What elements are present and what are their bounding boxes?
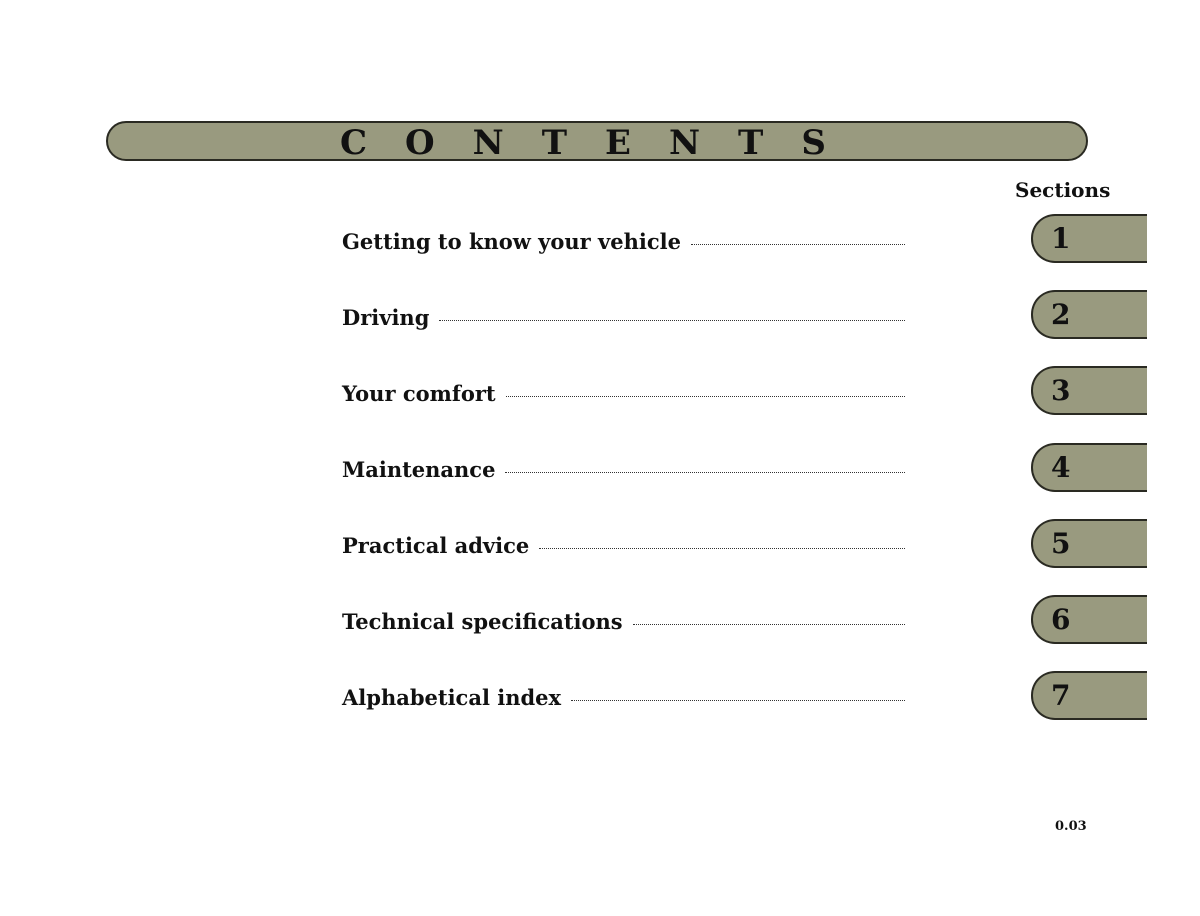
toc-entry-driving[interactable] bbox=[342, 303, 905, 333]
toc-entry-maintenance[interactable] bbox=[342, 455, 905, 485]
toc-entry-label: Alphabetical index bbox=[342, 685, 562, 710]
section-tab-5[interactable] bbox=[1031, 519, 1147, 568]
section-tab-6[interactable] bbox=[1031, 595, 1147, 644]
page-title: CONTENTS bbox=[340, 123, 864, 163]
section-tab-1[interactable] bbox=[1031, 214, 1147, 263]
section-tab-4[interactable] bbox=[1031, 443, 1147, 492]
dot-leader bbox=[439, 319, 905, 321]
section-number: 7 bbox=[1051, 679, 1071, 712]
section-number: 3 bbox=[1051, 374, 1071, 407]
toc-entry-your-comfort[interactable] bbox=[342, 379, 905, 409]
section-number: 5 bbox=[1051, 527, 1071, 560]
dot-leader bbox=[506, 395, 905, 397]
dot-leader bbox=[571, 699, 905, 701]
dot-leader bbox=[505, 471, 905, 473]
sections-label: Sections bbox=[1015, 178, 1111, 202]
section-number: 2 bbox=[1051, 298, 1071, 331]
toc-entry-label: Technical specifications bbox=[342, 609, 623, 634]
toc-entry-label: Getting to know your vehicle bbox=[342, 229, 681, 254]
toc-entry-alphabetical-index[interactable] bbox=[342, 683, 905, 713]
section-tab-3[interactable] bbox=[1031, 366, 1147, 415]
toc-entry-label: Practical advice bbox=[342, 533, 530, 558]
toc-entry-technical-specifications[interactable] bbox=[342, 607, 905, 637]
toc-entry-getting-to-know[interactable] bbox=[342, 227, 905, 257]
section-tab-7[interactable] bbox=[1031, 671, 1147, 720]
toc-entry-practical-advice[interactable] bbox=[342, 531, 905, 561]
section-tab-2[interactable] bbox=[1031, 290, 1147, 339]
toc-entry-label: Maintenance bbox=[342, 457, 496, 482]
section-number: 1 bbox=[1051, 222, 1071, 255]
dot-leader bbox=[539, 547, 905, 549]
dot-leader bbox=[633, 623, 905, 625]
toc-entry-label: Driving bbox=[342, 305, 430, 330]
dot-leader bbox=[691, 243, 905, 245]
section-number: 6 bbox=[1051, 603, 1071, 636]
page-number: 0.03 bbox=[1055, 819, 1087, 834]
toc-entry-label: Your comfort bbox=[342, 381, 496, 406]
section-number: 4 bbox=[1051, 451, 1071, 484]
